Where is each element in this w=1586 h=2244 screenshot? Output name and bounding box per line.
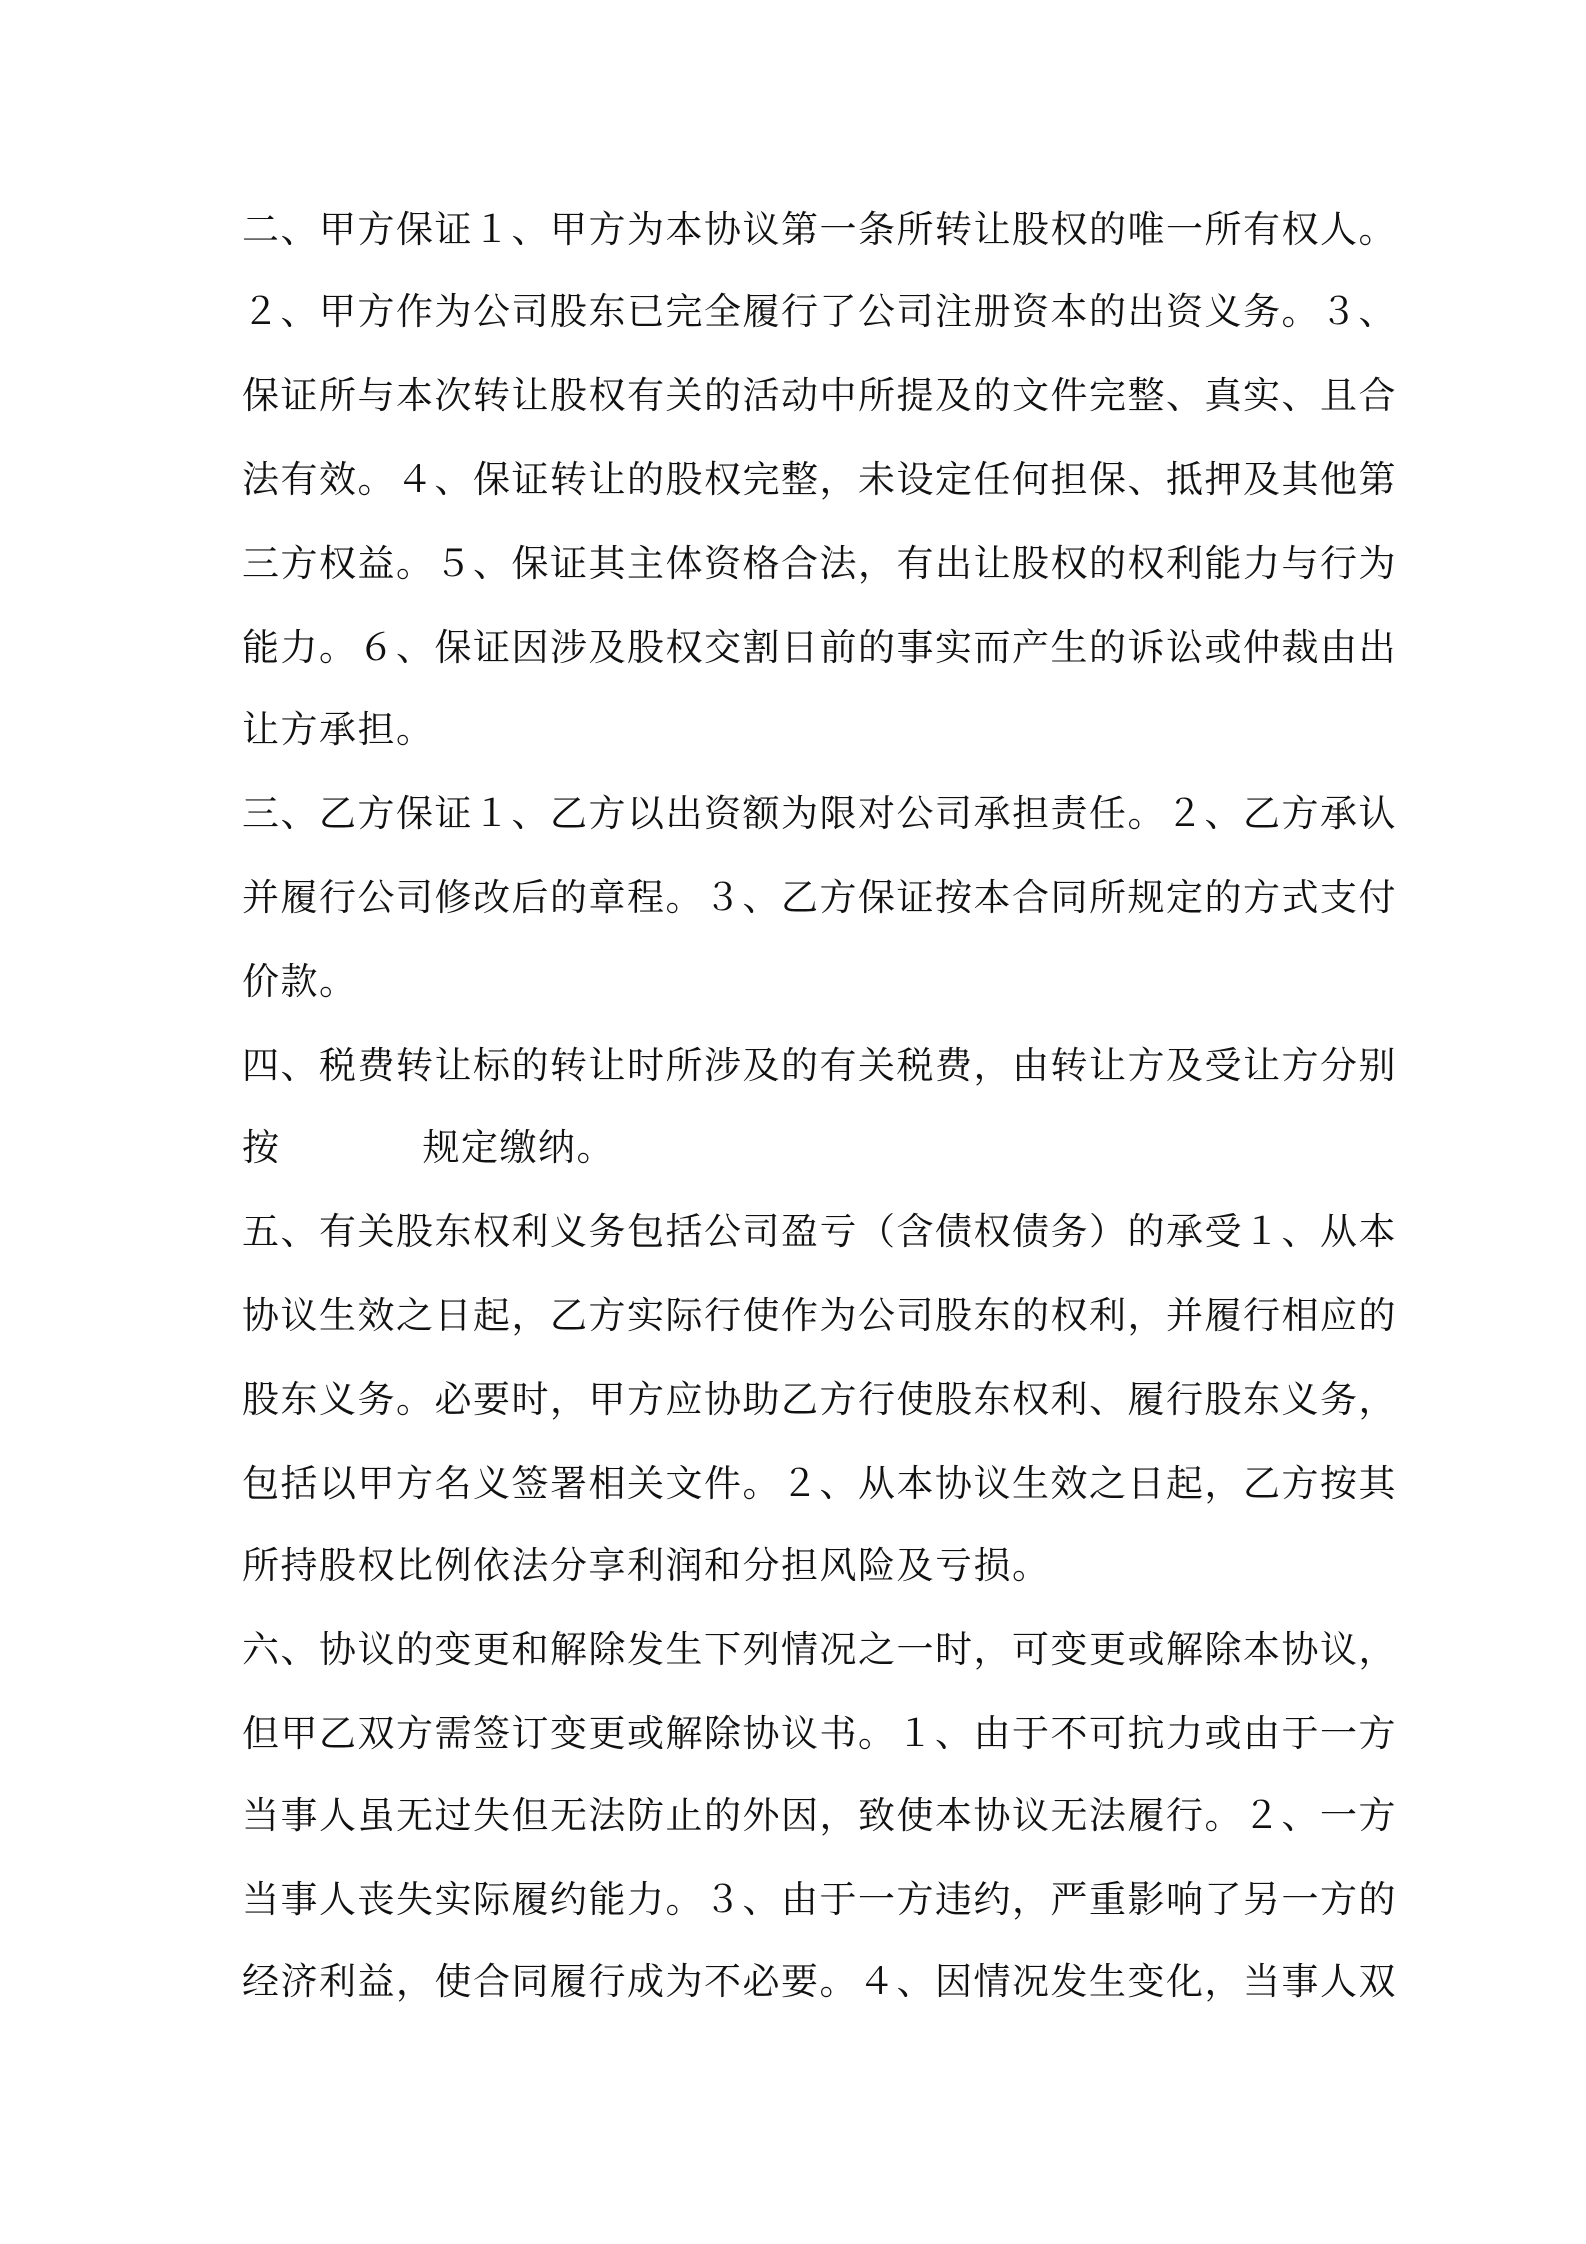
text-line: 股东义务。必要时，甲方应协助乙方行使股东权利、履行股东义务， bbox=[242, 1378, 1397, 1421]
text-line: 当事人丧失实际履约能力。３、由于一方违约，严重影响了另一方的 bbox=[242, 1878, 1397, 1921]
text-line-split bbox=[242, 1124, 1362, 1172]
text-line: 价款。 bbox=[242, 960, 358, 1003]
text-line: 让方承担。 bbox=[242, 708, 435, 751]
text-line: 当事人虽无过失但无法防止的外因，致使本协议无法履行。２、一方 bbox=[242, 1794, 1397, 1837]
text-line: ２、甲方作为公司股东已完全履行了公司注册资本的出资义务。３、 bbox=[242, 290, 1397, 333]
text-line: 四、税费转让标的转让时所涉及的有关税费，由转让方及受让方分别 bbox=[242, 1044, 1397, 1087]
text-fragment: 按 bbox=[242, 1126, 281, 1169]
text-line: 所持股权比例依法分享利润和分担风险及亏损。 bbox=[242, 1544, 1051, 1587]
text-line: 二、甲方保证１、甲方为本协议第一条所转让股权的唯一所有权人。 bbox=[242, 208, 1397, 251]
text-line: 法有效。４、保证转让的股权完整，未设定任何担保、抵押及其他第 bbox=[242, 458, 1397, 501]
text-line: 三、乙方保证１、乙方以出资额为限对公司承担责任。２、乙方承认 bbox=[242, 792, 1397, 835]
text-line: 协议生效之日起，乙方实际行使作为公司股东的权利，并履行相应的 bbox=[242, 1294, 1397, 1337]
text-line: 五、有关股东权利义务包括公司盈亏（含债权债务）的承受１、从本 bbox=[242, 1210, 1397, 1253]
text-line: 包括以甲方名义签署相关文件。２、从本协议生效之日起，乙方按其 bbox=[242, 1462, 1397, 1505]
text-line: 三方权益。５、保证其主体资格合法，有出让股权的权利能力与行为 bbox=[242, 542, 1397, 585]
text-line: 但甲乙双方需签订变更或解除协议书。１、由于不可抗力或由于一方 bbox=[242, 1712, 1397, 1755]
text-line: 并履行公司修改后的章程。３、乙方保证按本合同所规定的方式支付 bbox=[242, 876, 1397, 919]
text-line: 能力。６、保证因涉及股权交割日前的事实而产生的诉讼或仲裁由出 bbox=[242, 626, 1397, 669]
text-line: 经济利益，使合同履行成为不必要。４、因情况发生变化，当事人双 bbox=[242, 1960, 1397, 2003]
text-line: 保证所与本次转让股权有关的活动中所提及的文件完整、真实、且合 bbox=[242, 374, 1397, 417]
text-fragment: 规定缴纳。 bbox=[422, 1126, 615, 1169]
text-line: 六、协议的变更和解除发生下列情况之一时，可变更或解除本协议， bbox=[242, 1628, 1397, 1671]
